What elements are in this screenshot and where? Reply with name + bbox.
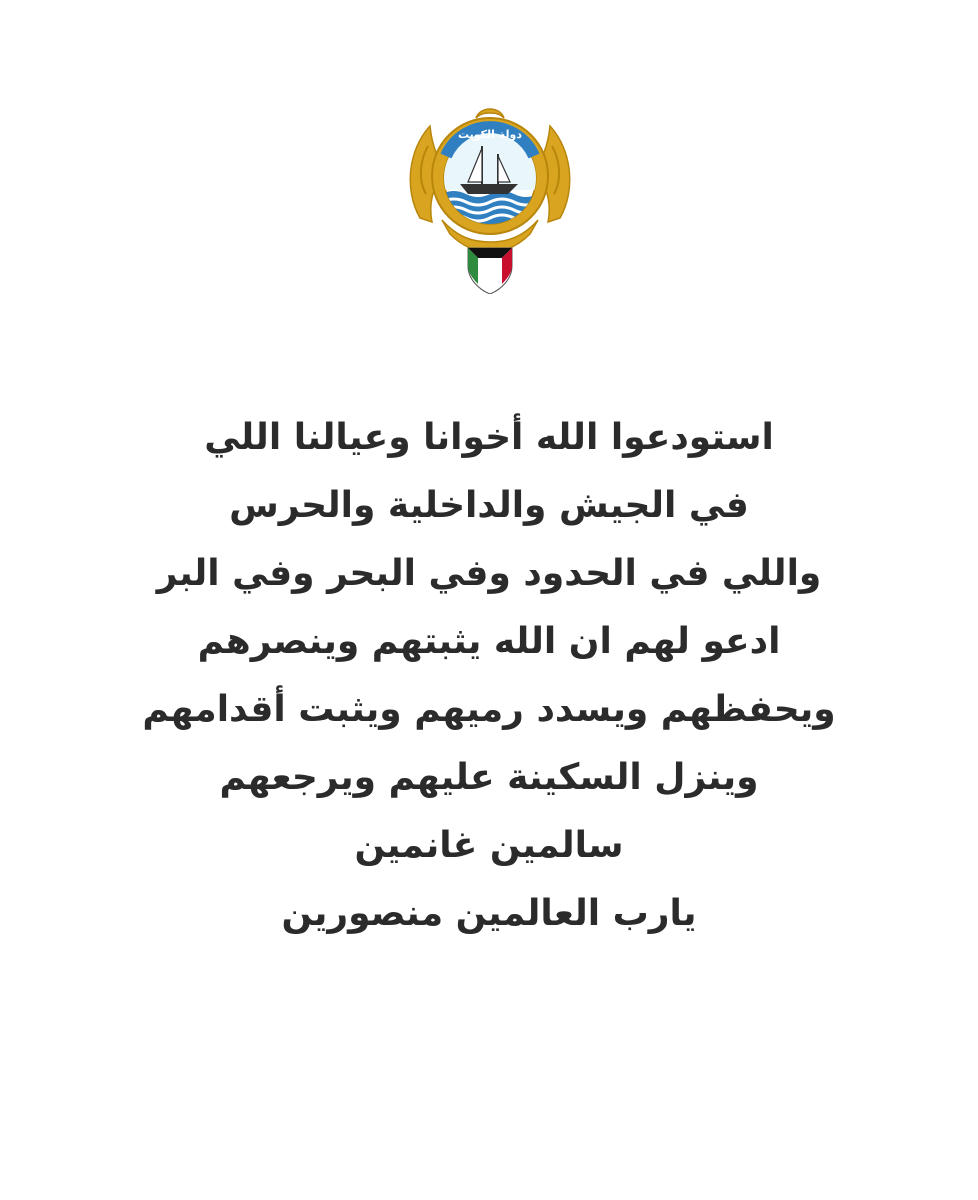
poem-line-7: سالمين غانمين <box>354 825 624 866</box>
poem-line-4: ادعو لهم ان الله يثبتهم وينصرهم <box>197 621 781 662</box>
poem-line-8: يارب العالمين منصورين <box>281 893 697 934</box>
poem-line-5: ويحفظهم ويسدد رميهم ويثبت أقدامهم <box>142 689 836 730</box>
poem-line-6: وينزل السكينة عليهم ويرجعهم <box>219 757 759 798</box>
poem-line-1: استودعوا الله أخوانا وعيالنا اللي <box>204 417 774 458</box>
kuwait-state-emblem-icon <box>402 98 578 294</box>
poem-line-3: واللي في الحدود وفي البحر وفي البر <box>156 553 822 594</box>
poem-line-2: في الجيش والداخلية والحرس <box>229 485 749 526</box>
emblem-text: دولة الكويت <box>457 128 523 141</box>
poem <box>0 404 978 948</box>
